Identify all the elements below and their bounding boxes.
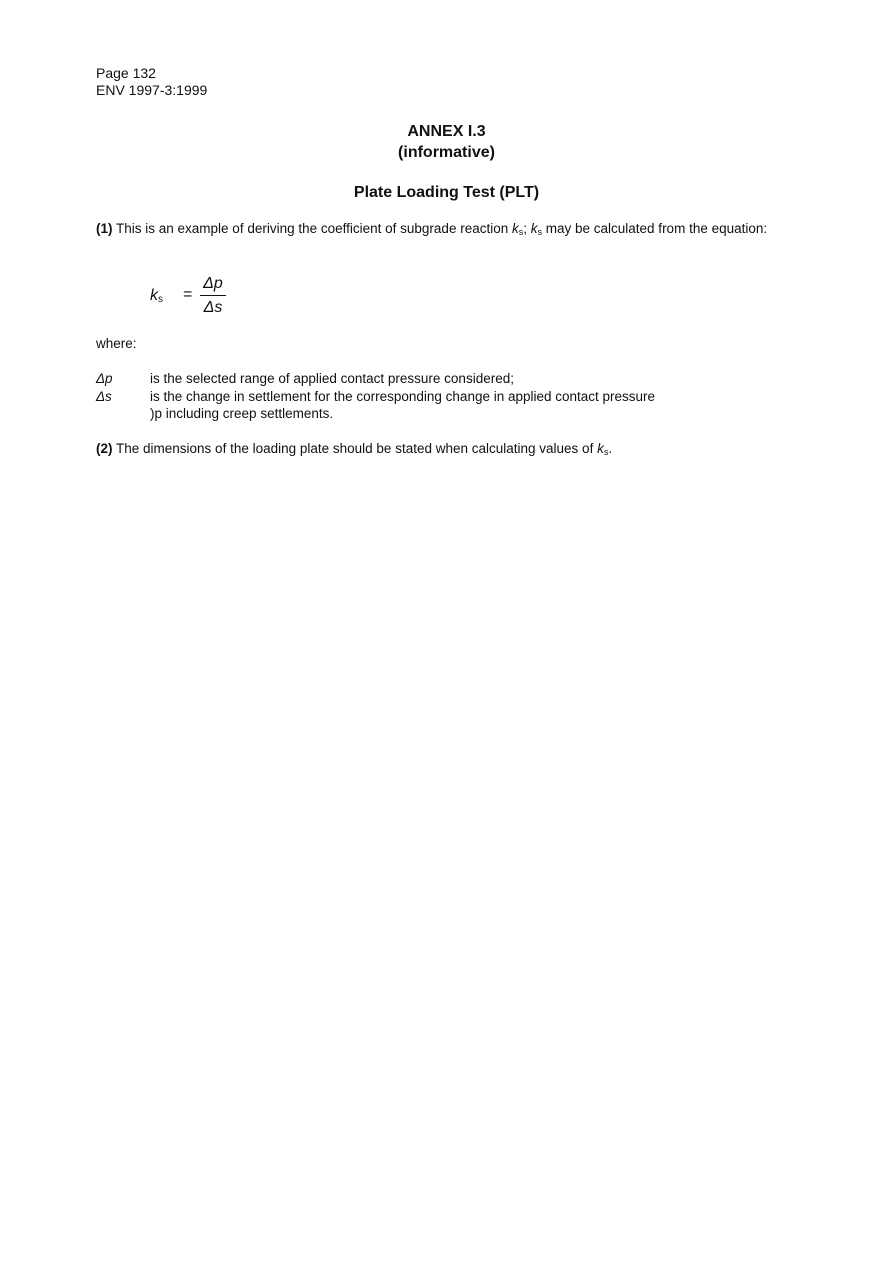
fraction-denominator: Δs <box>203 299 223 316</box>
fraction-numerator: Δp <box>203 275 223 292</box>
paragraph-text: may be calculated from the equation: <box>542 221 768 236</box>
definition-text: is the selected range of applied contact pressure considered; <box>150 371 514 386</box>
equation-subscript: s <box>158 294 163 305</box>
paragraph-1 <box>96 220 776 237</box>
symbol-k: k <box>511 221 519 236</box>
symbol-subscript: s <box>603 447 609 457</box>
paragraph-number: (2) <box>96 441 113 456</box>
equation-equals: = <box>183 286 193 303</box>
annex-heading <box>0 121 893 163</box>
equation-fraction <box>200 274 226 318</box>
symbol-subscript: s <box>518 227 524 237</box>
paragraph-2 <box>96 440 776 457</box>
definition-text: is the change in settlement for the corresponding change in applied contact pressure )p including creep settlements. <box>150 389 656 421</box>
definition-symbol: Δs <box>96 389 112 404</box>
fraction-bar <box>200 295 226 296</box>
definition-symbol: Δp <box>96 371 113 386</box>
paragraph-text: ; <box>523 221 531 236</box>
paragraph-text: This is an example of deriving the coefficient of subgrade reaction <box>112 221 512 236</box>
equation-lhs <box>150 287 163 305</box>
section-title: Plate Loading Test (PLT) <box>353 184 540 201</box>
where-label: where: <box>96 336 137 351</box>
symbol-k: k <box>530 221 538 236</box>
annex-title: ANNEX I.3 <box>407 123 486 140</box>
symbol-subscript: s <box>537 227 542 237</box>
symbol-k: k <box>597 441 604 456</box>
equation-k: k <box>150 287 158 304</box>
annex-subtitle: (informative) <box>398 144 495 161</box>
paragraph-text: . <box>608 441 613 456</box>
standard-reference: ENV 1997-3:1999 <box>96 82 208 98</box>
page-header <box>96 65 207 99</box>
paragraph-text: The dimensions of the loading plate should be stated when calculating values of <box>112 441 598 456</box>
page-number: Page 132 <box>96 65 156 81</box>
paragraph-number: (1) <box>96 221 113 236</box>
